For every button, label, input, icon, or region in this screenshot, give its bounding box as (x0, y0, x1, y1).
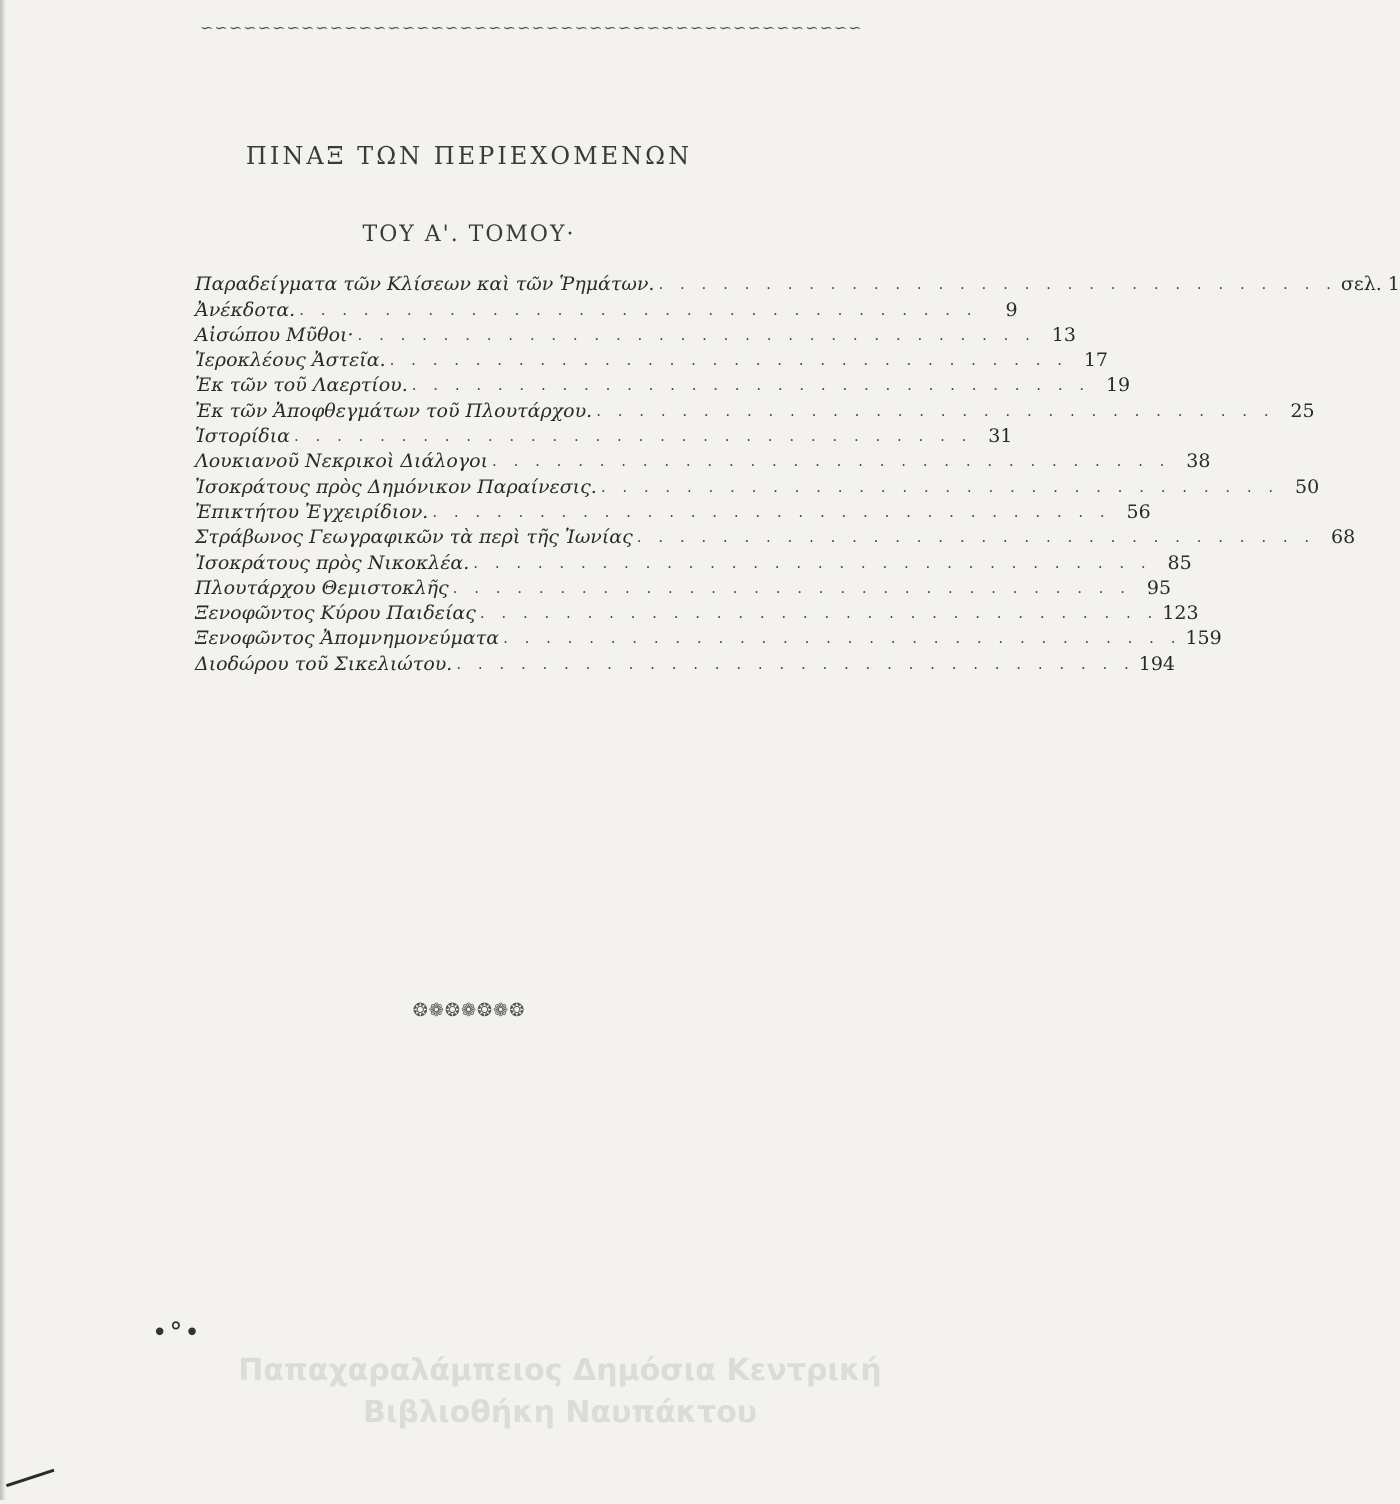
printer-dots-ornament: •°• (152, 1318, 202, 1348)
toc-entry (195, 323, 1076, 348)
toc-entry-page: 17 (1083, 349, 1109, 372)
toc-entry (195, 474, 1320, 499)
watermark-line-2: Βιβλιοθήκη Ναυπάκτου (362, 1395, 758, 1430)
page-title: ΠΙΝΑΞ ΤΩΝ ΠΕΡΙΕΧΟΜΕΝΩΝ (245, 142, 693, 170)
toc-leader: . . . . . . . . . . . . . . . . . . . . . . . . . . . . . . . . (596, 401, 1275, 420)
toc-entry-page: 25 (1290, 399, 1315, 422)
toc-leader: . . . . . . . . . . . . . . . . . . . . . . . . . . . . . . . . (456, 654, 1135, 673)
toc-entry-page: 13 (1051, 323, 1076, 346)
toc-leader: . . . . . . . . . . . . . . . . . . . . . . . . . . . . . . . . (658, 275, 1337, 294)
toc-entry (195, 626, 1222, 651)
toc-entry-title: Πλουτάρχου Θεμιστοκλῆς (195, 576, 449, 599)
toc-leader: . . . . . . . . . . . . . . . . . . . . . . . . . . . . . . . . (389, 351, 1069, 370)
toc-leader: . . . . . . . . . . . . . . . . . . . . . . . . . . . . . . . . (479, 604, 1159, 623)
toc-entry-page: 9 (1005, 298, 1018, 321)
toc-entry-title: Ἀνέκδοτα. (195, 298, 296, 321)
toc-entry-page: 31 (988, 425, 1013, 448)
toc-leader: . . . . . . . . . . . . . . . . . . . . . . . . . . . . . . . . (299, 300, 978, 319)
end-ornament: ❂❁❂❁❂❁❂ (412, 1000, 526, 1021)
toc-entry-title: Ἐκ τῶν Ἀποφθεγμάτων τοῦ Πλουτάρχου. (195, 399, 593, 422)
toc-entry (195, 348, 1109, 373)
toc-entry-title: Ἰσοκράτους πρὸς Δημόνικον Παραίνεσις. (195, 475, 597, 498)
toc-entry (195, 601, 1199, 626)
top-border-ornament: ∽∽∽∽∽∽∽∽∽∽∽∽∽∽∽∽∽∽∽∽∽∽∽∽∽∽∽∽∽∽∽∽∽∽∽∽∽∽∽∽∽∽∽∽∽∽ (200, 18, 863, 37)
toc-entry (195, 576, 1172, 601)
toc-entry (195, 525, 1356, 550)
toc-entry-title: Ξενοφῶντος Κύρου Παιδείας (195, 602, 476, 625)
toc-entry-page: 194 (1138, 652, 1176, 675)
toc-leader: . . . . . . . . . . . . . . . . . . . . . . . . . . . . . . . . (492, 452, 1171, 471)
toc-entry-title: Ξενοφῶντος Ἀπομνημονεύματα (195, 627, 500, 650)
toc-leader: . . . . . . . . . . . . . . . . . . . . . . . . . . . . . . . . (473, 553, 1152, 572)
toc-entry-page: σελ. 1 (1340, 273, 1400, 296)
toc-entry-page: 95 (1146, 576, 1172, 599)
toc-entry-page: 68 (1330, 526, 1356, 549)
toc-leader: . . . . . . . . . . . . . . . . . . . . . . . . . . . . . . . . (432, 502, 1111, 521)
toc-entry-title: Παραδείγματα τῶν Κλίσεων καὶ τῶν Ῥημάτων. (195, 273, 655, 296)
toc-entry (195, 500, 1151, 525)
toc-entry (195, 398, 1315, 423)
toc-leader: . . . . . . . . . . . . . . . . . . . . . . . . . . . . . . . . (357, 325, 1036, 344)
library-watermark (210, 1350, 910, 1434)
toc-entry-title: Ἐκ τῶν τοῦ Λαερτίου. (195, 374, 408, 397)
toc-entry-page: 19 (1105, 374, 1131, 397)
toc-entry (195, 449, 1211, 474)
toc-entry-page: 38 (1186, 450, 1211, 473)
toc-entry-page: 85 (1167, 551, 1192, 574)
toc-leader: . . . . . . . . . . . . . . . . . . . . . . . . . . . . . . . . (503, 629, 1182, 648)
toc-leader: . . . . . . . . . . . . . . . . . . . . . . . . . . . . . . . . (636, 528, 1316, 547)
toc-entry (195, 651, 1176, 676)
watermark-line-1: Παπαχαραλάμπειος Δημόσια Κεντρική (238, 1353, 882, 1388)
page-subtitle: ΤΟΥ Α'. ΤΟΜΟΥ· (362, 222, 576, 247)
toc-entry-page: 50 (1295, 475, 1320, 498)
toc-entry (195, 424, 1013, 449)
toc-entry-title: Στράβωνος Γεωγραφικῶν τὰ περὶ τῆς Ἰωνίας (195, 526, 633, 549)
toc-leader: . . . . . . . . . . . . . . . . . . . . . . . . . . . . . . . . (294, 427, 973, 446)
ink-mark (6, 1469, 60, 1504)
toc-entry-title: Ἱεροκλέους Ἀστεῖα. (195, 349, 386, 372)
toc-entry-page: 123 (1162, 602, 1199, 625)
toc-entry-title: Διοδώρου τοῦ Σικελιώτου. (195, 652, 453, 675)
toc-entry-title: Ἐπικτήτου Ἐγχειρίδιον. (195, 500, 429, 523)
table-of-contents (195, 272, 1400, 677)
toc-entry-title: Λουκιανοῦ Νεκρικοὶ Διάλογοι (195, 450, 489, 473)
toc-entry (195, 550, 1192, 575)
toc-leader: . . . . . . . . . . . . . . . . . . . . . . . . . . . . . . . . (600, 477, 1280, 496)
toc-entry-page: 56 (1126, 500, 1151, 523)
toc-entry-title: Ἰσοκράτους πρὸς Νικοκλέα. (195, 551, 470, 574)
toc-entry-title: Ἱστορίδια (195, 425, 290, 448)
toc-entry (195, 297, 1018, 322)
toc-entry (195, 272, 1400, 297)
toc-leader: . . . . . . . . . . . . . . . . . . . . . . . . . . . . . . . . (411, 376, 1091, 395)
toc-entry-title: Αἰσώπου Μῦθοι· (195, 323, 354, 346)
toc-entry-page: 159 (1185, 627, 1222, 650)
toc-entry (195, 373, 1131, 398)
toc-leader: . . . . . . . . . . . . . . . . . . . . . . . . . . . . . . . . (452, 578, 1132, 597)
